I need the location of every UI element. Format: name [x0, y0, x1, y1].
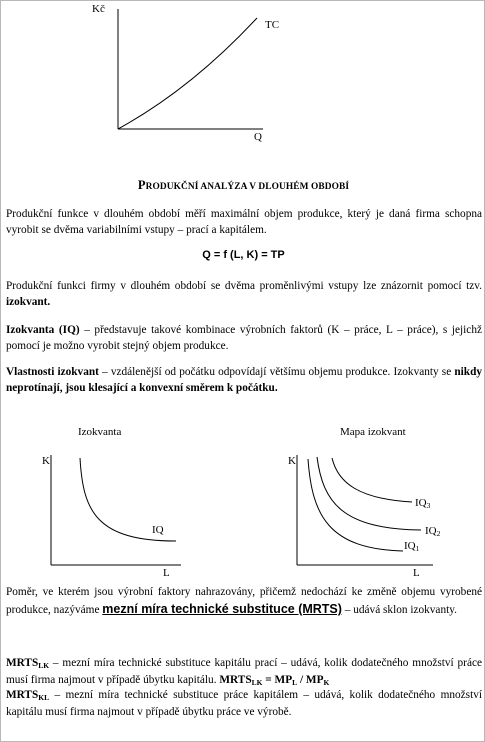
para5-text: Poměr, ve kterém jsou výrobní faktory nahrazovány, přičemž nedochází ke změně objemu vyrobené produkce, nazýváme: [6, 586, 482, 616]
paragraph-production-function: Produkční funkce v dlouhém období měří maximální objem produkce, který je daná firma schopna vyrobit se dvěma variabilními vstupy – prací a kapitálem.: [6, 208, 482, 236]
paragraph-mrts-kl: $MRTS_{KL}$ – mezní míra technické substituce práce kapitálem – udává, kolik dodatečného množství kapitálu musí firma najmout v případě úbytku práce ve výrobě.: [6, 689, 482, 718]
isoquant-1: [308, 459, 403, 551]
heading-rest: RODUKČNÍ ANALÝZA V DLOUHÉM OBDOBÍ: [145, 182, 350, 192]
map-chart-x-label: L: [413, 567, 420, 579]
heading-first-letter: P: [137, 178, 146, 192]
iq-chart-x-label: L: [163, 567, 170, 579]
map-chart-title: Mapa izokvant: [340, 426, 406, 438]
paragraph-isoquant-properties: [6, 364, 482, 396]
iq-chart-y-label: K: [42, 455, 50, 467]
mrts-lk-formula: $MRTS_{LK} = MP_L / MP_K$: [219, 674, 330, 687]
para7-text: – mezní míra technické substituce práce kapitálem – udává, kolik dodatečného množství kapitálu musí firma najmout v případě úbytku práce ve výrobě.: [6, 689, 482, 718]
para4-text: – vzdálenější od počátku odpovídají většímu objemu produkce. Izokvanty se: [98, 366, 455, 378]
tc-curve: [118, 18, 257, 129]
map-curve-label-3: $IQ_3$: [415, 497, 431, 510]
paragraph-mrts-lk: $MRTS_{LK}$ – mezní míra technické substituce kapitálu prací – udává, kolik dodatečného množství práce musí firma najmout v případě úbytku kapitálu. $MRTS_{LK} = MP_L / MP_K$: [6, 657, 482, 687]
para2-bold: izokvant.: [6, 296, 51, 308]
section-heading: [1, 177, 485, 195]
iq-chart: [1, 441, 201, 571]
iq-curve: [80, 458, 176, 541]
map-chart: [281, 441, 481, 571]
para4-bold: nikdy neprotínají, jsou klesající a konvexní směrem k počátku.: [6, 366, 482, 394]
paragraph-isoquant-definition: [6, 322, 482, 354]
tc-chart-x-label: Q: [254, 131, 262, 143]
para4-term: Vlastnosti izokvant: [6, 366, 99, 378]
tc-chart: [1, 1, 485, 151]
map-chart-y-label: K: [288, 455, 296, 467]
mrts-kl-term: MRTS: [6, 689, 39, 701]
mrts-term: mezní míra technické substituce (MRTS): [102, 602, 342, 616]
para3-text: – představuje takové kombinace výrobních faktorů (K – práce, L – práce), s jejichž pomocí je možno vyrobit stejný objem produkce.: [6, 324, 482, 352]
isoquant-3: [332, 458, 412, 502]
para2-text: Produkční funkci firmy v dlouhém období se dvěma proměnlivými vstupy lze znázornit pomocí tzv.: [6, 280, 482, 292]
map-curve-label-2: $IQ_2$: [425, 525, 441, 538]
map-curve-label-1: $IQ_1$: [404, 540, 420, 553]
paragraph-isoquant-intro: [6, 278, 482, 310]
para6-text: – mezní míra technické substituce kapitálu prací – udává, kolik dodatečného množství práce musí firma najmout v případě úbytku kapitálu.: [6, 657, 482, 686]
production-formula: Q = f (L, K) = TP: [202, 249, 285, 261]
tc-chart-curve-label: TC: [265, 19, 280, 31]
iq-chart-title: Izokvanta: [78, 426, 122, 438]
paragraph-mrts-definition: [6, 584, 482, 619]
iq-chart-curve-label: IQ: [152, 524, 164, 536]
isoquant-2: [317, 457, 421, 530]
tc-chart-y-label: Kč: [92, 3, 105, 15]
mrts-lk-term: MRTS: [6, 657, 39, 669]
para3-term: Izokvanta (IQ): [6, 324, 80, 336]
para5-tail: – udává sklon izokvanty.: [341, 604, 457, 616]
